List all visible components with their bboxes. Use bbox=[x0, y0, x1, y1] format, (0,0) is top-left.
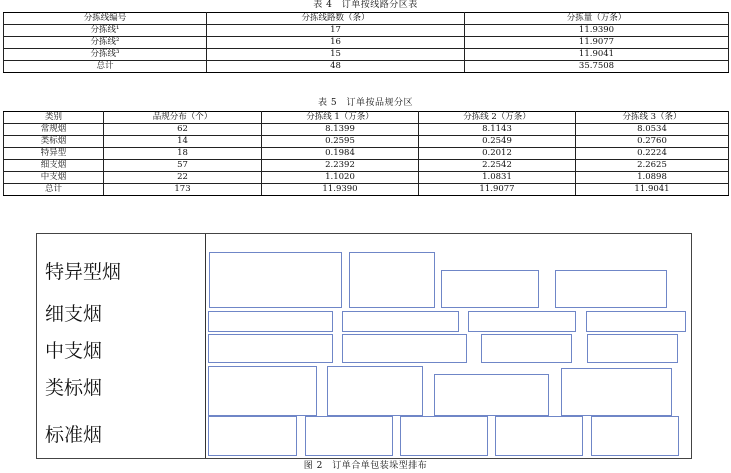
table-cell: 0.2549 bbox=[419, 136, 576, 148]
table-cell: 8.1143 bbox=[419, 124, 576, 136]
table-cell: 1.0898 bbox=[576, 172, 729, 184]
package-block bbox=[591, 416, 679, 456]
table-cell: 分拣线³ bbox=[4, 49, 207, 61]
package-block bbox=[208, 416, 297, 456]
package-block bbox=[342, 334, 467, 363]
table-header-cell: 分拣线 1（万条） bbox=[262, 112, 419, 124]
table4 bbox=[3, 12, 729, 73]
table-header-row bbox=[4, 13, 729, 25]
table-cell: 11.9041 bbox=[465, 49, 729, 61]
table-cell: 常规烟 bbox=[4, 124, 104, 136]
table-cell: 14 bbox=[104, 136, 262, 148]
table-cell: 16 bbox=[207, 37, 465, 49]
package-block bbox=[400, 416, 488, 456]
table-row bbox=[4, 136, 729, 148]
row-label-medium: 中支烟 bbox=[45, 340, 103, 362]
table-row bbox=[4, 148, 729, 160]
package-block bbox=[586, 311, 686, 332]
table-cell: 0.1984 bbox=[262, 148, 419, 160]
table-cell: 总计 bbox=[4, 61, 207, 73]
table-cell: 48 bbox=[207, 61, 465, 73]
table-cell: 1.1020 bbox=[262, 172, 419, 184]
table-cell: 8.1399 bbox=[262, 124, 419, 136]
package-block bbox=[342, 311, 459, 332]
table-cell: 2.2625 bbox=[576, 160, 729, 172]
row-label-special-shaped: 特异型烟 bbox=[45, 261, 122, 283]
package-block bbox=[495, 416, 583, 456]
package-block bbox=[561, 368, 672, 416]
figure-divider bbox=[205, 234, 206, 458]
table-row bbox=[4, 37, 729, 49]
package-block bbox=[587, 334, 678, 363]
table-cell: 分拣线² bbox=[4, 37, 207, 49]
table5 bbox=[3, 111, 729, 196]
table-header-cell: 分拣量（万条） bbox=[465, 13, 729, 25]
table-cell: 11.9390 bbox=[262, 184, 419, 196]
table-cell: 11.9041 bbox=[576, 184, 729, 196]
table-cell: 0.2012 bbox=[419, 148, 576, 160]
table-row bbox=[4, 124, 729, 136]
table-cell: 0.2595 bbox=[262, 136, 419, 148]
table-header-cell: 分拣线路数（条） bbox=[207, 13, 465, 25]
package-block bbox=[208, 366, 317, 416]
table-cell: 22 bbox=[104, 172, 262, 184]
table-cell: 细支烟 bbox=[4, 160, 104, 172]
row-label-class-standard: 类标烟 bbox=[45, 377, 103, 399]
table-cell: 类标烟 bbox=[4, 136, 104, 148]
table4-caption: 表 4 订单按线路分区表 bbox=[313, 0, 418, 10]
table-cell: 18 bbox=[104, 148, 262, 160]
table-row bbox=[4, 49, 729, 61]
package-block bbox=[208, 311, 333, 332]
table-row bbox=[4, 172, 729, 184]
package-block bbox=[555, 270, 667, 308]
table-header-cell: 分拣线 3（条） bbox=[576, 112, 729, 124]
package-block bbox=[209, 252, 342, 308]
table-header-cell: 品规分布（个） bbox=[104, 112, 262, 124]
package-block bbox=[481, 334, 572, 363]
table-header-row bbox=[4, 112, 729, 124]
table-cell: 2.2542 bbox=[419, 160, 576, 172]
table-cell: 1.0831 bbox=[419, 172, 576, 184]
table-cell: 8.0534 bbox=[576, 124, 729, 136]
row-label-slim: 细支烟 bbox=[45, 303, 103, 325]
table-header-cell: 分拣线编号 bbox=[4, 13, 207, 25]
table-cell: 62 bbox=[104, 124, 262, 136]
table-row bbox=[4, 61, 729, 73]
table-cell: 35.7508 bbox=[465, 61, 729, 73]
package-block bbox=[441, 270, 539, 308]
table-cell: 特异型 bbox=[4, 148, 104, 160]
table-row bbox=[4, 160, 729, 172]
table-cell: 中支烟 bbox=[4, 172, 104, 184]
package-block bbox=[349, 252, 435, 308]
stacking-pattern-figure bbox=[36, 233, 692, 459]
table-cell: 11.9077 bbox=[419, 184, 576, 196]
table-cell: 分拣线¹ bbox=[4, 25, 207, 37]
table-cell: 0.2760 bbox=[576, 136, 729, 148]
package-block bbox=[434, 374, 549, 416]
table-header-cell: 分拣线 2（万条） bbox=[419, 112, 576, 124]
package-block bbox=[305, 416, 393, 456]
table-cell: 2.2392 bbox=[262, 160, 419, 172]
package-block bbox=[327, 366, 423, 416]
table-row bbox=[4, 25, 729, 37]
figure-caption: 图 2 订单合单包装垛型排布 bbox=[303, 461, 428, 471]
table-cell: 总计 bbox=[4, 184, 104, 196]
table-cell: 173 bbox=[104, 184, 262, 196]
table-cell: 0.2224 bbox=[576, 148, 729, 160]
table-cell: 15 bbox=[207, 49, 465, 61]
table-cell: 57 bbox=[104, 160, 262, 172]
table-header-cell: 类别 bbox=[4, 112, 104, 124]
table-cell: 17 bbox=[207, 25, 465, 37]
row-label-standard: 标准烟 bbox=[45, 424, 103, 446]
package-block bbox=[208, 334, 333, 363]
table-cell: 11.9077 bbox=[465, 37, 729, 49]
table-row bbox=[4, 184, 729, 196]
table5-caption: 表 5 订单按品规分区 bbox=[317, 98, 414, 108]
table-cell: 11.9390 bbox=[465, 25, 729, 37]
package-block bbox=[468, 311, 576, 332]
